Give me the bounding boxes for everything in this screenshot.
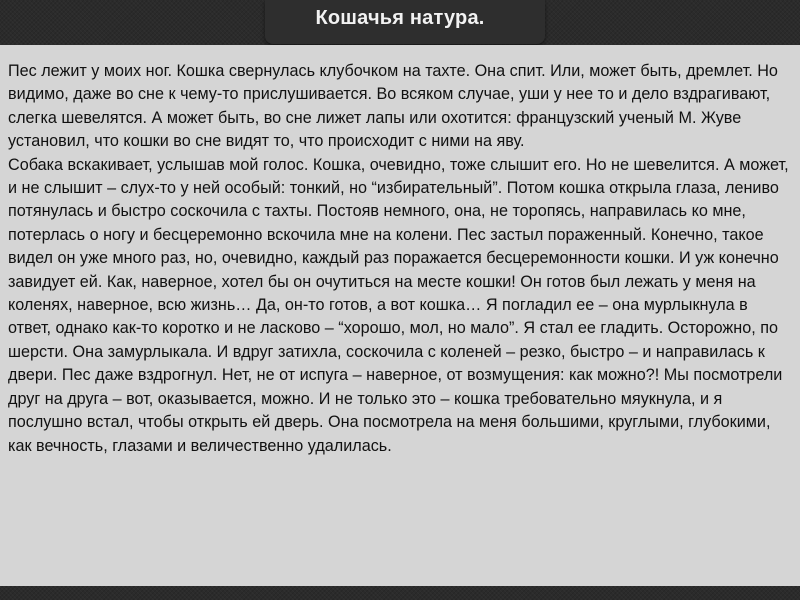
- text-box: [0, 45, 800, 586]
- paragraph-2: Собака вскакивает, услышав мой голос. Кошка, очевидно, тоже слышит его. Но не шевелится. А может, и не слышит – слух-то у ней особый: тонкий, но “избирательный”. Потом кошка открыла глаза, лениво потянулась и быстро соскочила с тахты. Постояв немного, она, не торопясь, направилась ко мне, потерлась о ногу и бесцеремонно вскочила мне на колени. Пес застыл пораженный. Конечно, такое видел он уже много раз, но, очевидно, каждый раз поражается бесцеремонности кошки. И уж конечно завидует ей. Как, наверное, хотел бы он очутиться на месте кошки! Он готов был лежать у меня на коленях, наверное, всю жизнь… Да, он-то готов, а вот кошка… Я погладил ее – она мурлыкнула в ответ, однако как-то коротко и не ласково – “хорошо, мол, но мало”. Я стал ее гладить. Осторожно, по шерсти. Она замурлыкала. И вдруг затихла, соскочила с коленей – резко, быстро – и направилась к двери. Пес даже вздрогнул. Нет, не от испуга – наверное, от возмущения: как можно?! Мы посмотрели друг на друга – вот, оказывается, можно. И не только это – кошка требовательно мяукнула, и я послушно встал, чтобы открыть ей дверь. Она посмотрела на меня большими, круглыми, глубокими, как вечность, глазами и величественно удалилась.: [8, 155, 789, 455]
- paragraph-1: Пес лежит у моих ног. Кошка свернулась клубочком на тахте. Она спит. Или, может быть, дремлет. Но видимо, даже во сне к чему-то прислушивается. Во всяком случае, уши у нее то и дело вздрагивают, слегка шевелятся. А может быть, во сне лижет лапы или охотится: французский ученый М. Жуве установил, что кошки во сне видят то, что происходит с ними на яву.: [8, 62, 778, 151]
- slide-title: Кошачья натура.: [315, 7, 485, 29]
